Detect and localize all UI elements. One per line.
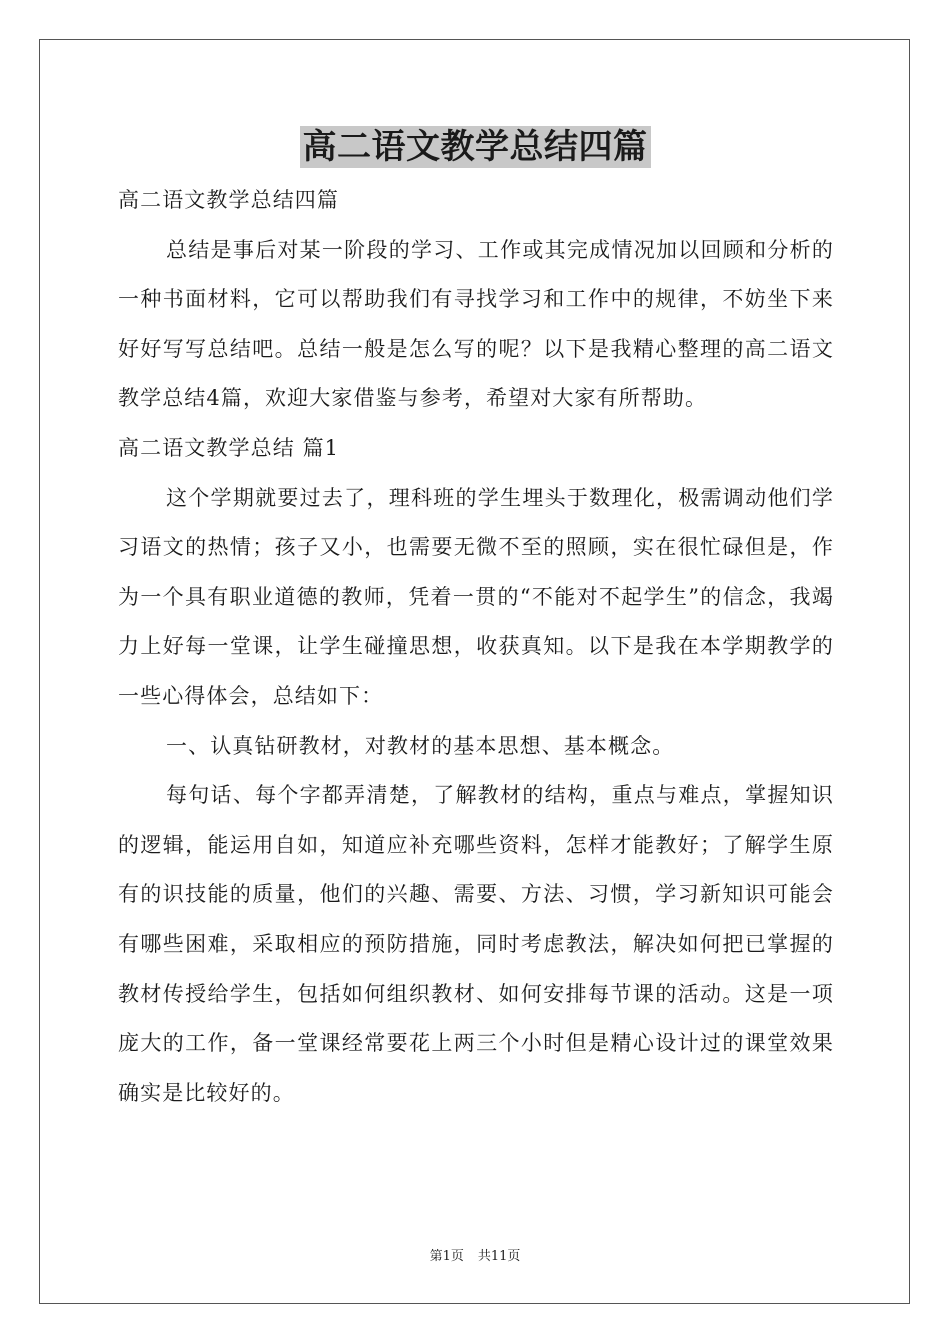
page-footer bbox=[0, 1248, 950, 1266]
point-heading: 一、认真钻研教材，对教材的基本思想、基本概念。 bbox=[166, 733, 675, 758]
title-container bbox=[0, 126, 950, 168]
section-heading: 高二语文教学总结 篇1 bbox=[118, 435, 340, 460]
intro-paragraph: 总结是事后对某一阶段的学习、工作或其完成情况加以回顾和分析的一种书面材料，它可以帮助我们有寻找学习和工作中的规律，不妨坐下来好好写写总结吧。总结一般是怎么写的呢？以下是我精心整理的高二语文教学总结4篇，欢迎大家借鉴与参考，希望对大家有所帮助。 bbox=[118, 237, 834, 411]
body-paragraph: 每句话、每个字都弄清楚，了解教材的结构，重点与难点，掌握知识的逻辑，能运用自如，知道应补充哪些资料，怎样才能教好；了解学生原有的识技能的质量，他们的兴趣、需要、方法、习惯，学习新知识可能会有哪些困难，采取相应的预防措施，同时考虑教法，解决如何把已掌握的教材传授给学生，包括如何组织教材、如何安排每节课的活动。这是一项庞大的工作，备一堂课经常要花上两三个小时但是精心设计过的课堂效果确实是比较好的。 bbox=[118, 783, 834, 1105]
document-body bbox=[118, 176, 834, 1118]
subtitle-paragraph: 高二语文教学总结四篇 bbox=[118, 188, 339, 212]
page-number: 第1页 bbox=[429, 1249, 464, 1264]
document-title: 高二语文教学总结四篇 bbox=[300, 126, 651, 168]
page-total: 共11页 bbox=[477, 1249, 521, 1264]
body-paragraph: 这个学期就要过去了，理科班的学生埋头于数理化，极需调动他们学习语文的热情；孩子又小，也需要无微不至的照顾，实在很忙碌但是，作为一个具有职业道德的教师，凭着一贯的“不能对不起学生”的信念，我竭力上好每一堂课，让学生碰撞思想，收获真知。以下是我在本学期教学的一些心得体会，总结如下： bbox=[118, 485, 834, 708]
